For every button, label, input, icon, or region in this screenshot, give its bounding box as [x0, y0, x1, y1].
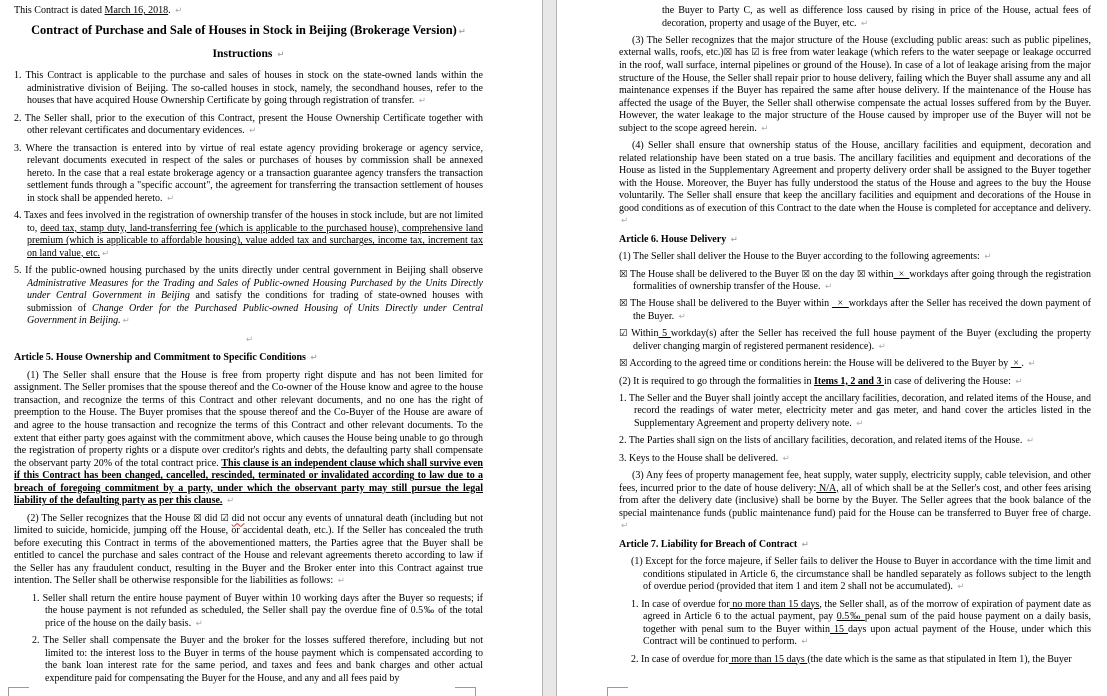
text-run: × — [831, 298, 849, 310]
paragraph-mark: ↵ — [249, 126, 257, 137]
paragraph-mark: ↵ — [730, 234, 738, 245]
paragraph-mark: ↵ — [418, 96, 427, 107]
paragraph-mark: ↵ — [245, 334, 254, 345]
text-run: According to the agreed time or conditions herein: the House will be delivered to the Buyer by — [627, 358, 1011, 370]
text-run: not occur any events of unnatural death (including but not limited to suicide, homicide, jumping off the House, or accidental death, etc.). If the Seller has concealed the truth before executing this Contract in terms of the abovementioned matters, the Parties agree that the Buyer shall be entitled to cancel the purchase and sales contract of the House and relevant agreements thereto according to law if the Seller has any fraudulent conduct, resulting in the Buyer and the Broker enter into this Contract against true intention. The Seller shall be otherwise responsible for the liabilities as follows: — [14, 512, 483, 587]
text-run: in case of delivering the House: — [883, 375, 1014, 387]
paragraph-mark: ↵ — [856, 419, 864, 430]
text-run: Administrative Measures for the Trading and Sales of Public-owned Housing Purchased by the Units Directly under Central Government in Beijing — [27, 277, 483, 302]
text-run: 4. Taxes and fees involved in the registration of ownership transfer of the houses in stock include, but are not limited to, — [14, 210, 483, 234]
doc-subtitle — [14, 46, 483, 63]
a7-clause-1 — [619, 556, 1091, 594]
text-run: 2. The Parties shall sign on the lists of ancillary facilities, decoration, and related items of the House. — [619, 435, 1025, 447]
paragraph-mark: ↵ — [761, 123, 769, 134]
doc-title — [14, 22, 483, 41]
paragraph-mark: ↵ — [102, 248, 110, 259]
text-run: workdays after going through the registration formalities of ownership transfer of the House. — [633, 268, 1092, 293]
text-run: Instructions — [212, 47, 276, 61]
paragraph-mark: ↵ — [801, 539, 809, 550]
text-run: 3. Keys to the House shall be delivered. — [619, 452, 781, 464]
paragraph-mark: ↵ — [277, 50, 285, 61]
paragraph-mark: ↵ — [801, 637, 809, 648]
text-run: (1) Except for the force majeure, if Seller fails to deliver the House to Buyer in accordance with the time limit and conditions stipulated in Article 6, the circumstance shall be handled separately as follows subject to the length of overdue period (provided that item 1 and item 2 shall not be accumulated). — [631, 556, 1091, 593]
checkbox-glyph: ☒ — [723, 47, 733, 59]
text-run: within — [865, 268, 894, 280]
paragraph-mark: ↵ — [878, 341, 886, 352]
instruction-item-4 — [14, 210, 483, 260]
paragraph-mark: ↵ — [337, 576, 345, 587]
text-run: Article 6. House Delivery — [619, 233, 729, 245]
text-run: (1) The Seller shall deliver the House to the Buyer according to the following agreements: — [619, 251, 983, 263]
checkbox-glyph: ☒ — [619, 268, 628, 280]
checkbox-glyph: ☑ — [619, 328, 628, 340]
paragraph-mark: ↵ — [226, 496, 235, 507]
text-run: penal sum of the paid house payment on a daily basis, together with penal sum to the Buyer within — [643, 611, 1092, 635]
checkbox-glyph: ☒ — [619, 358, 628, 370]
text-run: all of which shall be at the Seller's cost, and other fees arising from after the delivery date (inclusive) shall be borne by the Buyer. The Seller agrees that the book balance of the special maintenance funds (public maintenance fund) paid for the House can be transferred to Buyer free of charge. — [619, 482, 1091, 519]
paragraph-mark: ↵ — [678, 312, 686, 323]
text-run: 0.5‰ — [836, 611, 865, 623]
instruction-item-5 — [14, 265, 483, 328]
contract-page-left — [0, 0, 542, 696]
contract-page-right — [557, 0, 1107, 696]
a6-delivery-option-4 — [619, 358, 1091, 371]
a6-clause-2 — [619, 376, 1091, 389]
text-run: workday(s) after the Seller has received the full house payment of the Buyer (excluding the property deliver changing margin of registered permanent residence). — [633, 328, 1092, 352]
text-run: more than 15 days — [728, 653, 808, 665]
a5-clause-4 — [619, 140, 1091, 228]
text-run: did — [231, 512, 245, 524]
checkbox-glyph: ☒ — [193, 512, 202, 524]
text-run: 1. In case of overdue for — [631, 598, 730, 610]
text-run: Within — [627, 328, 659, 340]
text-run: March 16, 2018 — [104, 5, 169, 16]
a6-delivery-option-2 — [619, 298, 1091, 323]
paragraph-mark: ↵ — [1028, 359, 1036, 370]
text-run: The House shall be delivered to the Buyer — [627, 268, 802, 280]
text-run: 5 — [658, 328, 671, 340]
text-run: N/A, — [816, 482, 839, 494]
crop-mark-left-page-bottom-left — [8, 687, 29, 696]
paragraph-mark: ↵ — [167, 193, 175, 204]
text-run: 2. In case of overdue for — [631, 653, 729, 665]
text-run: The House shall be delivered to the Buyer within — [627, 298, 832, 310]
a6-clause-3 — [619, 470, 1091, 533]
text-run: . — [1021, 358, 1027, 370]
paragraph-mark: ↵ — [782, 453, 790, 464]
text-run: workdays after the Seller has received the down payment of the Buyer. — [633, 298, 1092, 323]
a5-liability-item-1 — [32, 593, 483, 631]
a7-overdue-item-2 — [619, 654, 1091, 667]
paragraph-mark: ↵ — [175, 6, 183, 16]
text-run: Change Order for the Purchased Public-owned Housing of Units Directly under Central Government in Beijing. — [27, 302, 483, 327]
text-run: × — [1010, 358, 1022, 370]
text-run: did — [201, 512, 221, 524]
paragraph-mark: ↵ — [310, 353, 318, 364]
paragraph-mark: ↵ — [122, 316, 130, 327]
page-gutter — [542, 0, 557, 696]
paragraph-mark: ↵ — [824, 282, 833, 293]
checkbox-glyph: ☒ — [619, 298, 628, 310]
paragraph-mark: ↵ — [861, 18, 869, 29]
checkbox-glyph: ☑ — [751, 47, 760, 59]
checkbox-glyph: ☒ — [801, 268, 810, 280]
text-run: This clause is an independent clause which shall survive even if this Contract has been changed, cancelled, rescinded, terminated or invalidated according to law due to a breach of foregoing commitment by a party, under which the observant party may still pursue the legal liability of the defaulting party as per this clause. — [14, 457, 483, 507]
text-run: Article 5. House Ownership and Commitment to Specific Conditions — [14, 352, 309, 364]
text-run: (2) The Seller recognizes that the House — [27, 512, 194, 524]
crop-mark-right-page-bottom-left — [607, 687, 628, 696]
text-run: (3) The Seller recognizes that the major structure of the House (excluding public areas: such as public pipelines, external walls, roofs, etc.) — [619, 34, 1091, 59]
a6-formality-item-1 — [619, 393, 1091, 431]
text-run — [222, 495, 225, 506]
a5-liability-item-2 — [32, 635, 483, 685]
paragraph-mark: ↵ — [458, 27, 466, 38]
text-run: Article 7. Liability for Breach of Contract — [619, 538, 800, 550]
text-run: 2. The Seller shall, prior to the execution of this Contract, present the House Ownership Certificate together with other relevant certificates and documentary evidences. — [14, 112, 483, 137]
text-run: . — [168, 5, 174, 16]
text-run: has — [732, 47, 752, 59]
a5-clause-1 — [14, 370, 483, 508]
text-run: 3. Where the transaction is entered into by virtue of real estate agency providing brokerage or agency service, relevant documents executed in respect of the sales or purchases of houses by commission shall be annexed hereto. In the case that a real estate brokerage agency or a transaction guarantee agency transfers the transaction settlement funds through a "specific account", the agreement for transferring the transaction settlement of houses in stock shall be appended hereto. — [14, 142, 483, 204]
a5-clause-3 — [619, 35, 1091, 135]
text-run: days upon actual payment of the House, under which this Contract will be continued to perform. — [643, 623, 1092, 648]
text-run: (4) Seller shall ensure that ownership status of the House, ancillary facilities and equipment, decoration and related relationship have been stated on a true basis. The ancillary facilities and equipment and decorations of the House as listed in the Supplementary Agreement and property delivery order shall be assigned to the Buyer together with the House. Moreover, the Buyer has fully understood the status of the House and agrees to the buy the House voluntarily. The Seller shall ensure that keep the ancillary facilities and equipment and decorations of the House in good conditions as of execution of this Contract to the date when the House is completed for acceptance and delivery. — [619, 140, 1091, 214]
paragraph-mark: ↵ — [621, 521, 629, 532]
article-5-heading — [14, 352, 483, 365]
a6-delivery-option-3 — [619, 328, 1091, 353]
crop-mark-left-page-bottom-right — [455, 687, 476, 696]
instruction-item-3 — [14, 143, 483, 206]
text-run: deed tax, stamp duty, land-transferring fee (which is applicable to the purchased house), comprehensive land premium (which is applicable to affordable housing), value added tax and surcharges, income tax, increment tax on land value, etc. — [27, 222, 484, 259]
text-run: 2. The Seller shall compensate the Buyer and the broker for the losses suffered therefore, including but not limited to: the interest loss to the Buyer in terms of the house payment which is compensated according to the bank loan interest rate for the same period, and taxes and fees and bank charges and other actual expenditure paid for compensating the Buyer for the House, and any and all fees paid by — [32, 635, 483, 684]
text-run: and satisfy the conditions for trading of state-owned houses with submission of — [27, 290, 483, 314]
text-run: (2) It is required to go through the formalities in — [619, 375, 814, 387]
paragraph-mark: ↵ — [195, 618, 203, 629]
instruction-item-1 — [14, 70, 483, 108]
text-run: , the Seller shall, as of the morrow of expiration of payment date as agreed in Article 6 to the actual payment, pay — [643, 598, 1092, 623]
a6-clause-1 — [619, 251, 1091, 264]
paragraph-mark: ↵ — [957, 582, 965, 593]
text-run: This Contract is dated — [14, 5, 105, 16]
text-run: 1. The Seller and the Buyer shall jointly accept the ancillary facilities, decoration, and related items of the House, and record the readings of water meter, electricity meter and gas meter, and hand cover the articles listed in the Supplementary Agreement and property delivery note. — [619, 392, 1091, 430]
a5-liability-item-2-continued — [619, 5, 1091, 30]
text-run: 5. If the public-owned housing purchased by the units directly under central government in Beijing shall observe — [14, 265, 483, 277]
text-run: on the day — [809, 268, 857, 280]
checkbox-glyph: ☑ — [220, 512, 229, 524]
text-run: is free from water leakage (which refers to the water seepage or leakage occurred in the roof, wall surface, internal pipelines or ground of the House). In case of a lot of leakage arising from the major structure of the House, the Seller shall repair prior to house delivery, failing which the Buyer shall assume any and all maintenance expenses if the Buyer has repaired the same after house delivery. If the maintenance of the House has affected the usage of the Buyer, the Seller shall otherwise compensate the actual losses suffered from by the Buyer. However, the water leakage to the major structure of the House caused by improper use of the Buyer will not be subject to the scope agreed herein. — [619, 47, 1091, 134]
date-line — [14, 5, 483, 18]
text-run: 1. Seller shall return the entire house payment of Buyer within 10 working days after the Buyer so requests; if the house payment is not refunded as scheduled, the Seller shall pay the overdue fine of 0.5‰ of the total price of the house on the daily basis. — [32, 592, 483, 629]
paragraph-mark: ↵ — [1015, 376, 1023, 387]
text-run: (1) The Seller shall ensure that the House is free from property right dispute and has not been limited for assignment. The Seller promises that the spouse thereof and the Co-owner of the House know and agree to the house transaction, and recognize the terms of this Contract and other relevant documents, and no one has the right of preemption to the House. The Buyer promises that the spouse thereof and the Co-Buyer of the House are aware of and agree to the house transaction and recognize the terms of this Contract and other relevant documents. To the extent that either party goes against with the commitment above, which causes the House being unable to go through the registration of property rights or a dispute over creditor's rights and debts, the defaulting party shall compensate the observant party 20% of the total contract price. — [14, 369, 483, 469]
article-6-heading — [619, 234, 1091, 247]
text-run: no more than 15 days — [729, 598, 820, 610]
paragraph-mark: ↵ — [621, 216, 629, 227]
text-run: 1. This Contract is applicable to the purchase and sales of houses in stock on the state-owned lands within the administrative division of Beijing. The so-called houses in stock, namely, the secondhand houses, refer to the houses that have acquired House Ownership Certificate by going through registration of transfer. — [14, 70, 483, 107]
text-run: Contract of Purchase and Sale of Houses in Stock in Beijing (Brokerage Version) — [31, 23, 457, 38]
a6-formality-item-2 — [619, 435, 1091, 448]
text-run: (the date which is the same as that stipulated in Item 1), the Buyer — [807, 653, 1072, 665]
instruction-item-2 — [14, 113, 483, 138]
a6-delivery-option-1 — [619, 269, 1091, 294]
paragraph-mark: ↵ — [1026, 436, 1034, 447]
text-run: (3) Any fees of property management fee, heat supply, water supply, electricity supply, cable television, and other fees, incurred prior to the date of house delivery: — [619, 470, 1091, 494]
blank-paragraph — [14, 334, 483, 347]
paragraph-mark: ↵ — [984, 252, 992, 263]
checkbox-glyph: ☒ — [856, 268, 866, 280]
a6-formality-item-3 — [619, 453, 1091, 466]
text-run: 15 — [829, 623, 848, 635]
article-7-heading — [619, 539, 1091, 552]
text-run: the Buyer to Party C, as well as difference loss caused by rising in price of the House, actual fees of decoration, property and usage of the Buyer, etc. — [662, 5, 1091, 29]
a5-clause-2 — [14, 513, 483, 588]
text-run: Items 1, 2 and 3 — [813, 375, 884, 387]
text-run: × — [893, 268, 910, 280]
a7-overdue-item-1 — [619, 599, 1091, 649]
